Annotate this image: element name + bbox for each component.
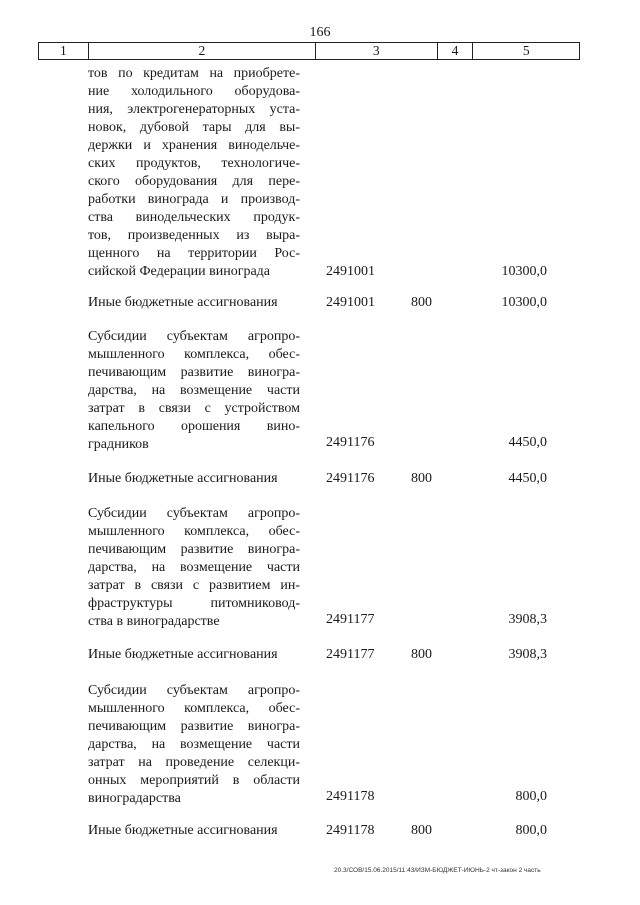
description-line: Субсидии субъектам агропро- <box>88 506 300 521</box>
item-code-6: 2491178 <box>326 789 375 804</box>
description-line: онных мероприятий в области <box>88 773 300 788</box>
row-vr-5: 800 <box>411 647 432 662</box>
description-line: дарства, на возмещение части <box>88 737 300 752</box>
column-header-1: 1 <box>39 43 89 59</box>
item-amount-6: 800,0 <box>515 789 547 804</box>
column-header-2: 2 <box>89 43 316 59</box>
document-footer: 20.3/СОВ/15.06.2015/11:43/ИЗМ-БЮДЖЕТ-ИЮНЬ-2 чт-закон 2 часть <box>334 867 541 874</box>
description-line: ских продуктов, технологиче- <box>88 156 300 171</box>
row-label-7: Иные бюджетные ассигнования <box>88 823 278 838</box>
item-code-4: 2491177 <box>326 612 375 627</box>
description-line: дарства, на возмещение части <box>88 560 300 575</box>
description-line: новок, дубовой тары для вы- <box>88 120 300 135</box>
description-line: Субсидии субъектам агропро- <box>88 329 300 344</box>
row-amount-5: 3908,3 <box>508 647 547 662</box>
item-description-0 <box>88 65 300 281</box>
row-code-5: 2491177 <box>326 647 375 662</box>
column-header-5: 5 <box>522 43 530 58</box>
description-line: ние холодильного оборудова- <box>88 84 300 99</box>
description-line: мышленного комплекса, обес- <box>88 701 300 716</box>
row-amount-3: 4450,0 <box>508 471 547 486</box>
page-number: 166 <box>309 25 331 40</box>
description-line: ства в виноградарстве <box>88 614 220 629</box>
row-label-3: Иные бюджетные ассигнования <box>88 471 278 486</box>
row-vr-1: 800 <box>411 295 432 310</box>
description-line: тов, произведенных из выра- <box>88 228 300 243</box>
row-label-1: Иные бюджетные ассигнования <box>88 295 278 310</box>
description-line: затрат в связи с устройством <box>88 401 300 416</box>
row-vr-7: 800 <box>411 823 432 838</box>
description-line: виноградарства <box>88 791 181 806</box>
column-header-3: 3 <box>316 43 438 59</box>
description-line: Субсидии субъектам агропро- <box>88 683 300 698</box>
description-line: фраструктуры питомниковод- <box>88 596 300 611</box>
row-code-3: 2491176 <box>326 471 375 486</box>
description-line: печивающим развитие виногра- <box>88 365 300 380</box>
description-line: дарства, на возмещение части <box>88 383 300 398</box>
row-code-7: 2491178 <box>326 823 375 838</box>
item-amount-4: 3908,3 <box>508 612 547 627</box>
description-line: работки винограда и производ- <box>88 192 300 207</box>
item-description-2 <box>88 328 300 454</box>
description-line: щенного на территории Рос- <box>88 246 300 261</box>
description-line: градников <box>88 437 149 452</box>
description-line: мышленного комплекса, обес- <box>88 347 300 362</box>
description-line: мышленного комплекса, обес- <box>88 524 300 539</box>
description-line: затрат в связи с развитием ин- <box>88 578 300 593</box>
row-amount-7: 800,0 <box>515 823 547 838</box>
item-code-2: 2491176 <box>326 435 375 450</box>
row-label-5: Иные бюджетные ассигнования <box>88 647 278 662</box>
item-amount-2: 4450,0 <box>508 435 547 450</box>
item-code-0: 2491001 <box>326 264 375 279</box>
description-line: печивающим развитие виногра- <box>88 542 300 557</box>
description-line: ства винодельческих продук- <box>88 210 300 225</box>
item-amount-0: 10300,0 <box>501 264 547 279</box>
description-line: капельного орошения вино- <box>88 419 300 434</box>
description-line: печивающим развитие виногра- <box>88 719 300 734</box>
row-code-1: 2491001 <box>326 295 375 310</box>
description-line: ния, электрогенераторных уста- <box>88 102 300 117</box>
description-line: тов по кредитам на приобрете- <box>88 66 300 81</box>
row-vr-3: 800 <box>411 471 432 486</box>
item-description-4 <box>88 505 300 631</box>
row-amount-1: 10300,0 <box>501 295 547 310</box>
description-line: затрат на проведение селекци- <box>88 755 300 770</box>
description-line: держки и хранения винодельче- <box>88 138 300 153</box>
description-line: сийской Федерации винограда <box>88 264 270 279</box>
column-header-4: 4 <box>438 43 474 59</box>
table-header <box>38 42 580 60</box>
item-description-6 <box>88 682 300 808</box>
description-line: ского оборудования для пере- <box>88 174 300 189</box>
